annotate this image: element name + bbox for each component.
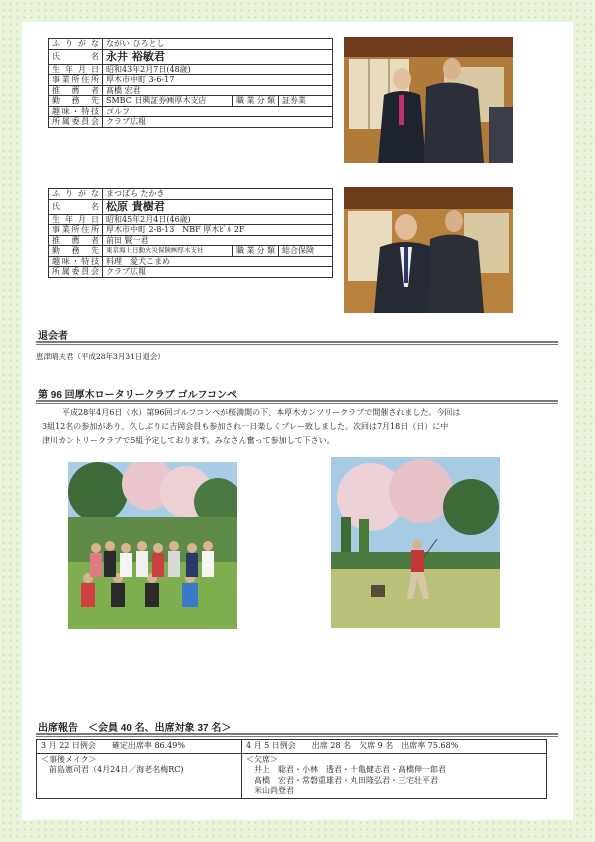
attendance-table bbox=[36, 739, 547, 799]
furigana-value: まつばら たかき bbox=[103, 189, 333, 200]
absent-cell bbox=[242, 753, 547, 798]
birth-label: 生年月日 bbox=[49, 64, 103, 75]
hobby-value: 料理 愛犬こまめ bbox=[103, 256, 333, 267]
page bbox=[22, 22, 573, 820]
hobby-label: 趣味・特技 bbox=[49, 106, 103, 117]
golf-title: 第 96 回厚木ロータリークラブ ゴルフコンペ bbox=[38, 390, 237, 401]
category-label: 職業分類 bbox=[233, 96, 279, 107]
resign-title: 退会者 bbox=[38, 331, 68, 342]
meeting-4-5-header: 4 月 5 日例会 出席 28 名 欠席 9 名 出席率 75.68% bbox=[242, 740, 547, 754]
office-value: 厚木市中町 3-6-17 bbox=[103, 75, 333, 86]
category-value: 総合保険 bbox=[279, 246, 333, 257]
sponsor-value: 髙橋 宏君 bbox=[103, 85, 333, 96]
committee-label: 所属委員会 bbox=[49, 117, 103, 128]
birth-value: 昭和43年2月7日(48歳) bbox=[103, 64, 333, 75]
hobby-label: 趣味・特技 bbox=[49, 256, 103, 267]
makeup-cell bbox=[37, 753, 242, 798]
work-value: 東京海上日動火災保険㈱厚木支社 bbox=[103, 246, 233, 257]
member-profile-table-1 bbox=[48, 38, 333, 128]
work-value: SMBC 日興証券㈱厚木支店 bbox=[103, 96, 233, 107]
name-label: 氏名 bbox=[49, 199, 103, 214]
absent-label: ＜欠席＞ bbox=[246, 754, 278, 764]
office-label: 事業所住所 bbox=[49, 225, 103, 236]
absent-names: 井上 聡君・小林 透君・十亀健志君・髙橋伸一郎君 bbox=[254, 765, 446, 774]
birth-label: 生年月日 bbox=[49, 214, 103, 225]
furigana-label: ふりがな bbox=[49, 39, 103, 50]
section-divider bbox=[36, 400, 558, 404]
member-photo-1 bbox=[344, 37, 513, 163]
golf-report-line: 平成28年4月6日（水）第96回ゴルフコンペが桜満開の下、本厚木カンツリークラブで開催されました。今回は bbox=[62, 408, 461, 417]
attendance-title: 出席報告 ＜会員 40 名、出席対象 37 名＞ bbox=[38, 723, 232, 734]
absent-names: 米山尚登君 bbox=[254, 786, 294, 795]
golf-tee-shot-photo bbox=[331, 457, 500, 628]
furigana-label: ふりがな bbox=[49, 189, 103, 200]
work-label: 勤務先 bbox=[49, 96, 103, 107]
committee-label: 所属委員会 bbox=[49, 267, 103, 278]
office-value: 厚木市中町 2-8-13 NBF 厚木ﾋﾞﾙ 2F bbox=[103, 225, 333, 236]
golf-report-line: 津川カントリークラブで5組予定しております。みなさん奮って参加して下さい。 bbox=[42, 436, 335, 445]
resign-note: 恵津晴夫君（平成28年3月31日退会） bbox=[36, 352, 165, 361]
sponsor-label: 推薦者 bbox=[49, 235, 103, 246]
work-label: 勤務先 bbox=[49, 246, 103, 257]
golf-group-photo bbox=[68, 462, 237, 629]
name-label: 氏名 bbox=[49, 49, 103, 64]
member-name: 永井 裕敏君 bbox=[103, 49, 333, 64]
member-profile-table-2 bbox=[48, 188, 333, 278]
member-name: 松原 貴樹君 bbox=[103, 199, 333, 214]
committee-value: クラブ広報 bbox=[103, 117, 333, 128]
absent-names: 髙橋 宏君・常磐重雄君・丸田隆弘君・三宅壮平君 bbox=[254, 775, 438, 785]
office-label: 事業所住所 bbox=[49, 75, 103, 86]
birth-value: 昭和45年2月4日(46歳) bbox=[103, 214, 333, 225]
category-label: 職業分類 bbox=[233, 246, 279, 257]
meeting-3-22-header: 3 月 22 日例会 確定出席率 86.49% bbox=[37, 740, 242, 754]
category-value: 証券業 bbox=[279, 96, 333, 107]
hobby-value: ゴルフ bbox=[103, 106, 333, 117]
makeup-label: ＜事後メイク＞ bbox=[41, 754, 97, 764]
member-photo-2 bbox=[344, 187, 513, 313]
golf-report-line: 3組12名の参加があり、久しぶりに吉岡会員も参加され一日楽しくプレー致しました。次回は7月18日（日）に中 bbox=[42, 422, 449, 431]
sponsor-label: 推薦者 bbox=[49, 85, 103, 96]
sponsor-value: 前田 賢一君 bbox=[103, 235, 333, 246]
section-divider bbox=[36, 341, 558, 345]
section-divider bbox=[36, 733, 558, 737]
makeup-entry: 前島憲司君（4月24日／海老名梅RC) bbox=[49, 765, 184, 774]
furigana-value: ながい ひろとし bbox=[103, 39, 333, 50]
committee-value: クラブ広報 bbox=[103, 267, 333, 278]
